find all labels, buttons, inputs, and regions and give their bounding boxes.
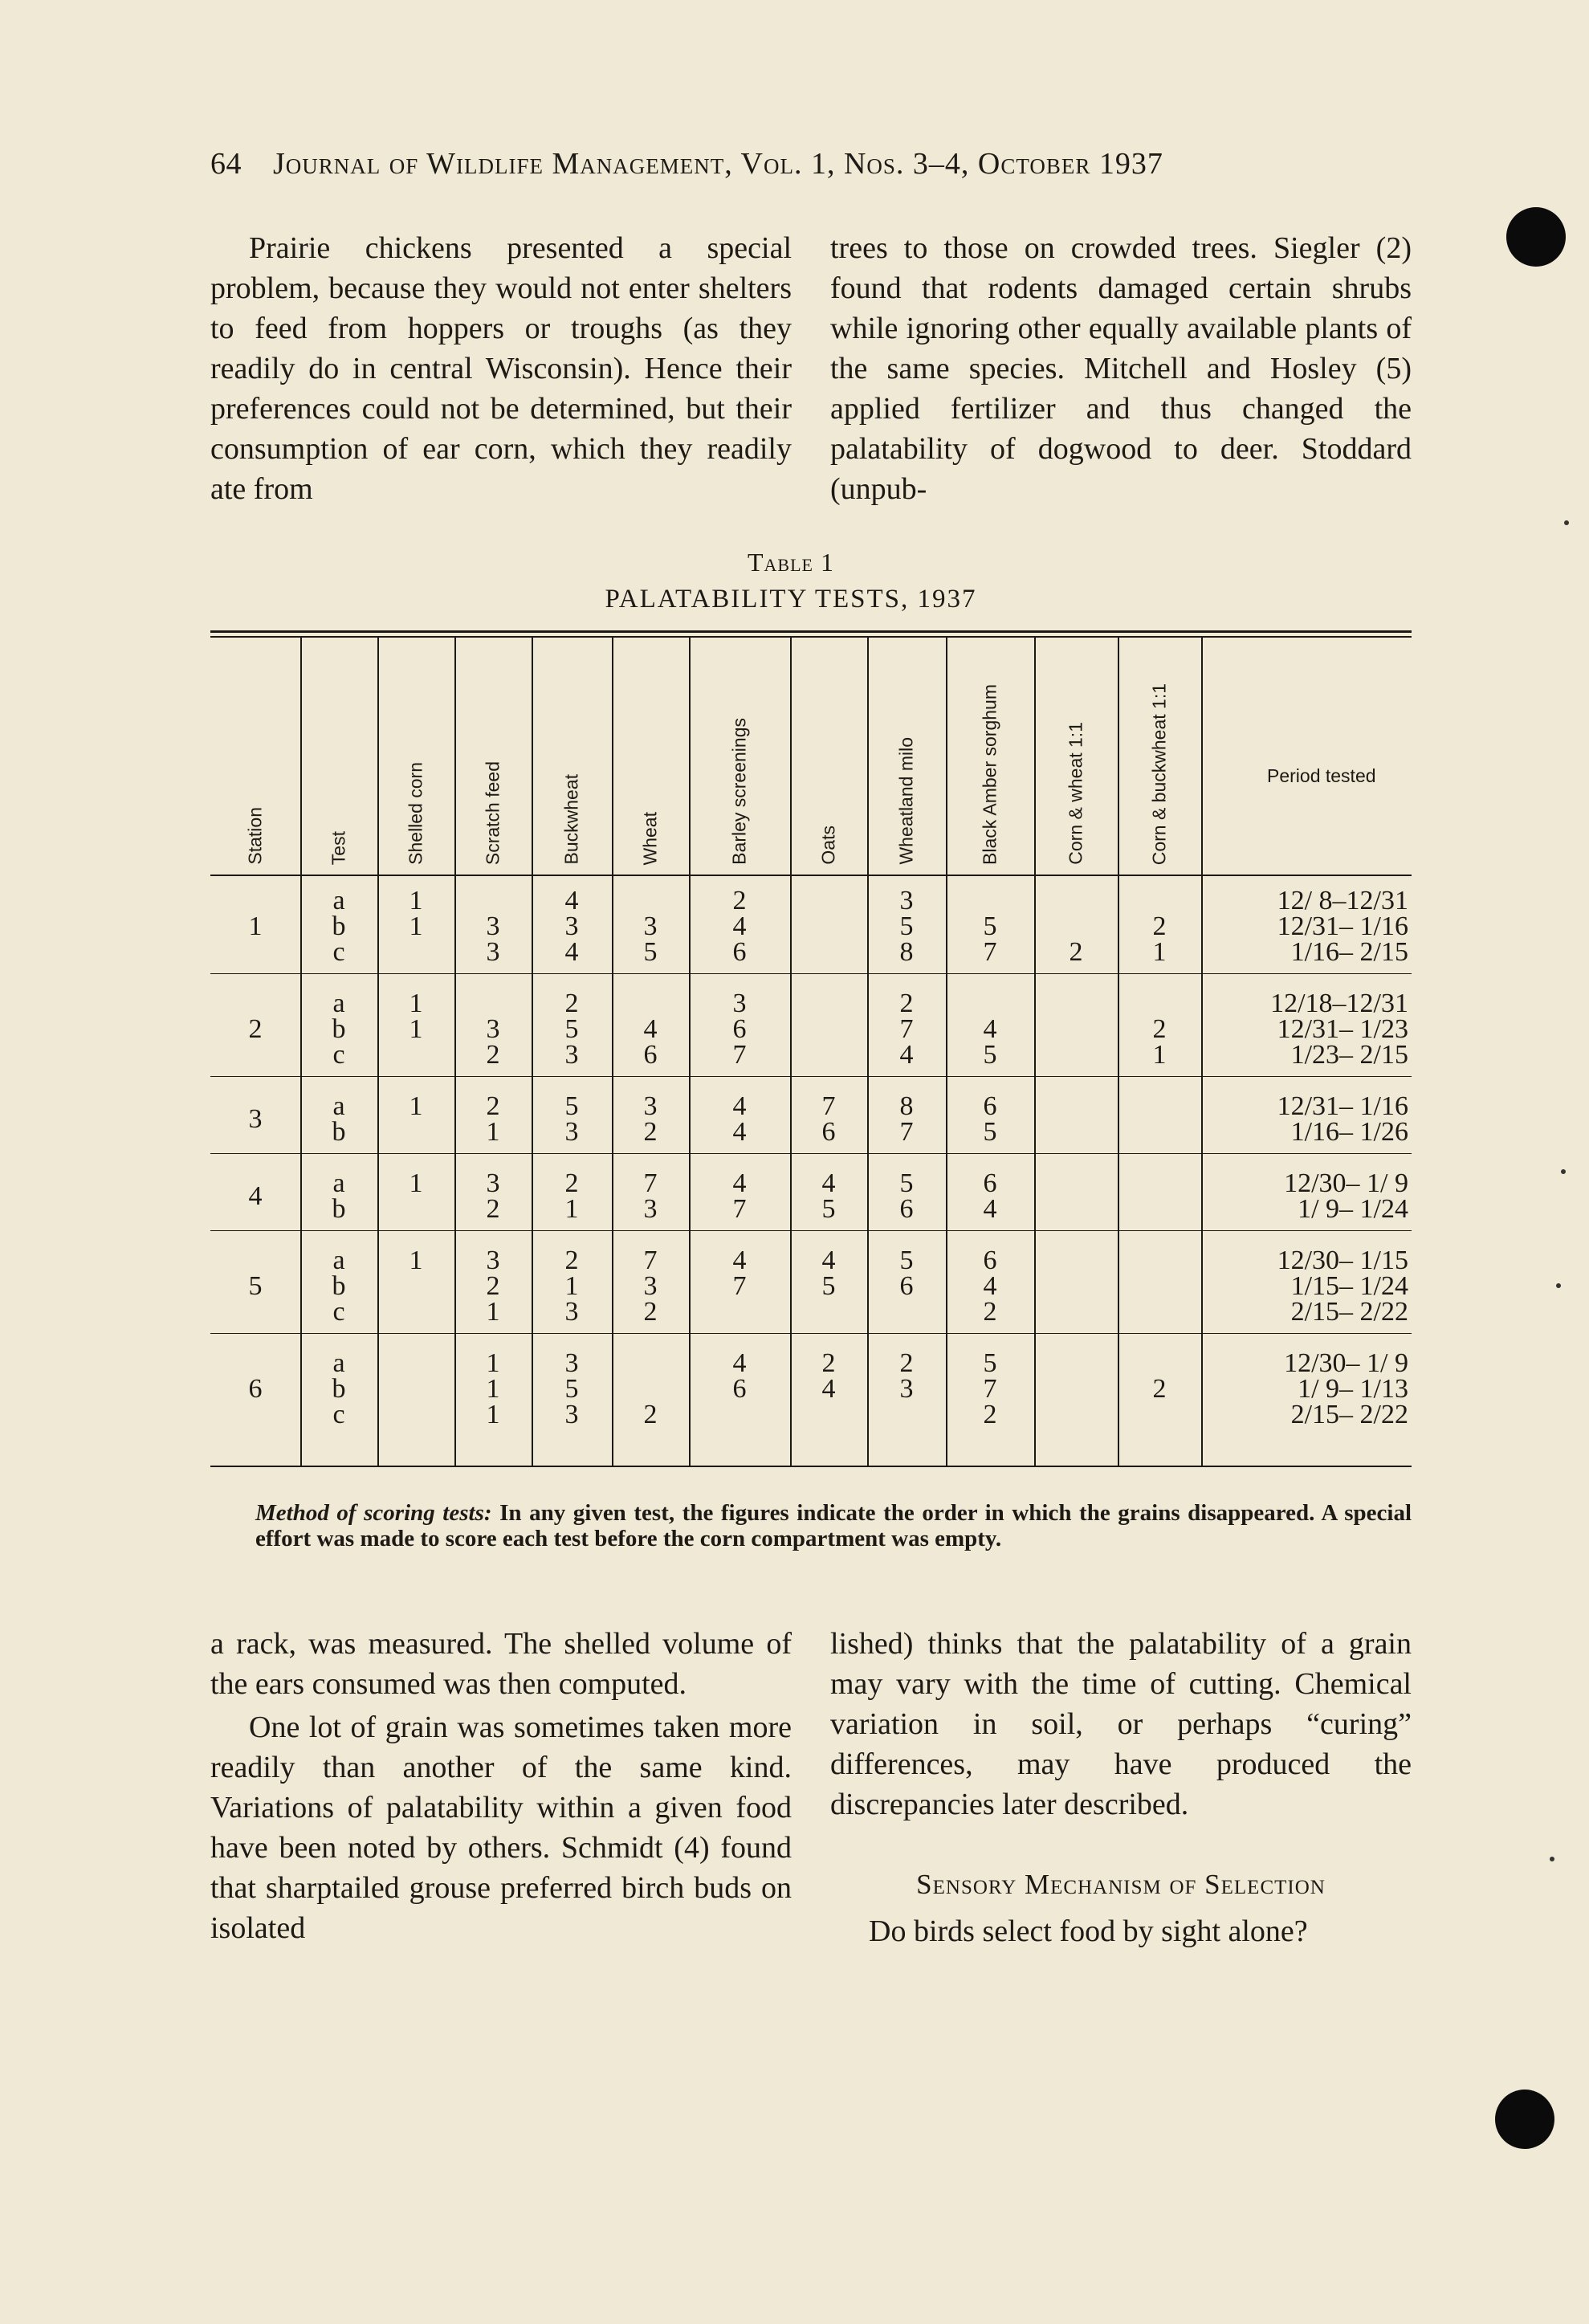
- test-cell: a: [332, 886, 345, 915]
- group-rule: [210, 1153, 1412, 1154]
- score-cell: 7: [732, 1040, 747, 1070]
- period-cell: 1/ 9– 1/13: [1298, 1374, 1408, 1404]
- score-cell: 3: [899, 1374, 914, 1404]
- test-cell: b: [332, 1117, 346, 1147]
- column-header-cell: [946, 648, 1034, 865]
- punch-hole-top: [1506, 207, 1566, 267]
- score-cell: 7: [899, 1014, 914, 1044]
- score-cell: 1: [409, 911, 423, 941]
- period-cell: 2/15– 2/22: [1290, 1400, 1408, 1429]
- header-rule: [210, 875, 1412, 876]
- column-header: Wheat: [639, 811, 661, 865]
- score-cell: 6: [983, 1168, 997, 1198]
- station-label: 4: [248, 1181, 263, 1211]
- page-number: 64: [210, 147, 242, 181]
- speck: [1556, 1283, 1561, 1288]
- column-header-cell: [867, 648, 946, 865]
- score-cell: 3: [486, 911, 500, 941]
- score-cell: 7: [732, 1271, 747, 1301]
- score-cell: 2: [564, 1168, 579, 1198]
- score-cell: 6: [732, 1014, 747, 1044]
- score-cell: 2: [1152, 911, 1167, 941]
- test-cell: a: [332, 1091, 345, 1121]
- score-cell: 5: [983, 1040, 997, 1070]
- score-cell: 5: [564, 1374, 579, 1404]
- score-cell: 3: [899, 886, 914, 915]
- score-cell: 8: [899, 937, 914, 967]
- score-cell: 6: [983, 1091, 997, 1121]
- column-header-cell: [689, 648, 790, 865]
- period-cell: 12/30– 1/ 9: [1284, 1348, 1408, 1378]
- score-cell: 3: [643, 1194, 658, 1224]
- table-footnote: [255, 1500, 1412, 1551]
- score-cell: 7: [643, 1246, 658, 1275]
- group-rule: [210, 973, 1412, 974]
- paragraph: One lot of grain was sometimes taken more readily than another of the same kind. Variations of palatability within a given food have been noted by others. Schmidt (4) found that sharptailed grouse preferred birch buds on isolated: [210, 1710, 792, 1945]
- running-head: [210, 146, 1371, 181]
- score-cell: 5: [899, 1246, 914, 1275]
- upper-right-column: [830, 228, 1412, 509]
- test-cell: b: [332, 1271, 346, 1301]
- column-header: Scratch feed: [482, 760, 503, 865]
- section-heading: Sensory Mechanism of Selection: [916, 1869, 1326, 1900]
- column-header-cell: [300, 648, 377, 865]
- test-cell: b: [332, 1014, 346, 1044]
- score-cell: 3: [486, 937, 500, 967]
- score-cell: 1: [409, 886, 423, 915]
- period-cell: 1/23– 2/15: [1290, 1040, 1408, 1070]
- period-cell: 12/30– 1/ 9: [1284, 1168, 1408, 1198]
- score-cell: 2: [643, 1400, 658, 1429]
- column-header: Oats: [817, 826, 839, 865]
- score-cell: 2: [486, 1091, 500, 1121]
- column-header-cell: [210, 648, 300, 865]
- score-cell: 4: [899, 1040, 914, 1070]
- test-cell: c: [332, 937, 345, 967]
- score-cell: 2: [486, 1271, 500, 1301]
- test-cell: b: [332, 911, 346, 941]
- group-rule: [210, 1076, 1412, 1077]
- column-header-cell: [532, 648, 612, 865]
- score-cell: 1: [564, 1194, 579, 1224]
- score-cell: 3: [486, 1168, 500, 1198]
- test-cell: a: [332, 1168, 345, 1198]
- table-bottom-rule: [210, 1466, 1412, 1467]
- footnote-label: Method of scoring tests:: [255, 1500, 492, 1526]
- test-cell: c: [332, 1297, 345, 1327]
- column-header: Barley screenings: [728, 718, 750, 865]
- score-cell: 4: [732, 1168, 747, 1198]
- score-cell: 3: [564, 1297, 579, 1327]
- score-cell: 3: [564, 1040, 579, 1070]
- score-cell: 3: [732, 989, 747, 1018]
- score-cell: 4: [983, 1014, 997, 1044]
- table-top-rule: [210, 636, 1412, 638]
- column-header-cell: [612, 648, 689, 865]
- score-cell: 5: [643, 937, 658, 967]
- score-cell: 4: [732, 1091, 747, 1121]
- score-cell: 6: [899, 1194, 914, 1224]
- paragraph: lished) thinks that the palatability of a grain may vary with the time of cutting. Chemical variation in soil, or perhaps “curing” differences, may have produced the discrepancies later described.: [830, 1627, 1412, 1821]
- score-cell: 3: [643, 1091, 658, 1121]
- score-cell: 2: [899, 1348, 914, 1378]
- score-cell: 8: [899, 1091, 914, 1121]
- score-cell: 2: [732, 886, 747, 915]
- score-cell: 6: [643, 1040, 658, 1070]
- score-cell: 7: [983, 937, 997, 967]
- score-cell: 1: [409, 989, 423, 1018]
- score-cell: 5: [821, 1194, 836, 1224]
- period-cell: 12/31– 1/16: [1277, 911, 1408, 941]
- score-cell: 7: [732, 1194, 747, 1224]
- paragraph: Prairie chickens presented a special problem, because they would not enter shelters to feed from hoppers or troughs (as they readily do in central Wisconsin). Hence their preferences could not be determined, but their consumption of ear corn, which they readily ate from: [210, 231, 792, 506]
- column-header-cell: [790, 648, 867, 865]
- score-cell: 3: [643, 911, 658, 941]
- score-cell: 3: [564, 1348, 579, 1378]
- score-cell: 2: [643, 1297, 658, 1327]
- period-cell: 12/30– 1/15: [1277, 1246, 1408, 1275]
- score-cell: 2: [899, 989, 914, 1018]
- score-cell: 5: [983, 911, 997, 941]
- column-header: Wheatland milo: [895, 737, 917, 865]
- column-header: Buckwheat: [560, 774, 582, 865]
- score-cell: 4: [983, 1271, 997, 1301]
- score-cell: 2: [1152, 1014, 1167, 1044]
- upper-left-column: [210, 228, 792, 509]
- group-rule: [210, 1230, 1412, 1231]
- score-cell: 2: [486, 1194, 500, 1224]
- score-cell: 7: [821, 1091, 836, 1121]
- score-cell: 4: [643, 1014, 658, 1044]
- score-cell: 2: [643, 1117, 658, 1147]
- test-cell: a: [332, 989, 345, 1018]
- score-cell: 5: [564, 1014, 579, 1044]
- score-cell: 6: [732, 937, 747, 967]
- column-header-cell: [1034, 648, 1118, 865]
- period-cell: 12/31– 1/23: [1277, 1014, 1408, 1044]
- table-title: PALATABILITY TESTS, 1937: [605, 585, 977, 614]
- column-header: Station: [244, 807, 266, 865]
- lower-left-column: [210, 1624, 792, 1948]
- score-cell: 6: [899, 1271, 914, 1301]
- score-cell: 5: [821, 1271, 836, 1301]
- score-cell: 5: [983, 1348, 997, 1378]
- score-cell: 4: [821, 1374, 836, 1404]
- score-cell: 3: [643, 1271, 658, 1301]
- palatability-table: [210, 630, 1412, 1467]
- lower-right-column: [830, 1624, 1412, 1951]
- test-cell: b: [332, 1194, 346, 1224]
- paragraph: Do birds select food by sight alone?: [869, 1914, 1308, 1948]
- station-label: 6: [248, 1374, 263, 1404]
- score-cell: 3: [564, 1400, 579, 1429]
- station-label: 3: [248, 1104, 263, 1134]
- test-cell: c: [332, 1040, 345, 1070]
- period-cell: 12/18–12/31: [1270, 989, 1408, 1018]
- score-cell: 2: [564, 989, 579, 1018]
- period-cell: 12/31– 1/16: [1277, 1091, 1408, 1121]
- column-header-cell: [454, 648, 532, 865]
- score-cell: 2: [983, 1297, 997, 1327]
- column-header-period: Period tested: [1267, 765, 1376, 786]
- score-cell: 1: [486, 1117, 500, 1147]
- score-cell: 1: [409, 1014, 423, 1044]
- score-cell: 4: [564, 886, 579, 915]
- score-cell: 2: [486, 1040, 500, 1070]
- score-cell: 3: [564, 1117, 579, 1147]
- score-cell: 1: [409, 1246, 423, 1275]
- score-cell: 4: [732, 1117, 747, 1147]
- score-cell: 6: [732, 1374, 747, 1404]
- paragraph: a rack, was measured. The shelled volume of the ears consumed was then computed.: [210, 1627, 792, 1701]
- score-cell: 4: [821, 1168, 836, 1198]
- score-cell: 5: [564, 1091, 579, 1121]
- score-cell: 1: [409, 1168, 423, 1198]
- score-cell: 1: [486, 1374, 500, 1404]
- punch-hole-bottom: [1495, 2090, 1554, 2149]
- score-cell: 2: [821, 1348, 836, 1378]
- score-cell: 4: [732, 1348, 747, 1378]
- score-cell: 4: [732, 1246, 747, 1275]
- station-label: 5: [248, 1271, 263, 1301]
- score-cell: 1: [486, 1400, 500, 1429]
- score-cell: 6: [821, 1117, 836, 1147]
- period-cell: 1/16– 2/15: [1290, 937, 1408, 967]
- period-cell: 1/16– 1/26: [1290, 1117, 1408, 1147]
- score-cell: 2: [1069, 937, 1083, 967]
- score-cell: 3: [486, 1014, 500, 1044]
- column-header: Test: [328, 830, 349, 865]
- score-cell: 2: [1152, 1374, 1167, 1404]
- station-label: 1: [248, 911, 263, 941]
- score-cell: 4: [732, 911, 747, 941]
- score-cell: 5: [899, 911, 914, 941]
- score-cell: 1: [409, 1091, 423, 1121]
- column-header: Corn & buckwheat 1:1: [1148, 683, 1170, 865]
- score-cell: 4: [983, 1194, 997, 1224]
- score-cell: 1: [564, 1271, 579, 1301]
- test-cell: a: [332, 1246, 345, 1275]
- group-rule: [210, 1333, 1412, 1334]
- test-cell: b: [332, 1374, 346, 1404]
- period-cell: 12/ 8–12/31: [1277, 886, 1408, 915]
- score-cell: 2: [564, 1246, 579, 1275]
- column-header: Shelled corn: [405, 762, 426, 865]
- score-cell: 1: [1152, 1040, 1167, 1070]
- score-cell: 1: [486, 1297, 500, 1327]
- test-cell: a: [332, 1348, 345, 1378]
- score-cell: 3: [486, 1246, 500, 1275]
- period-cell: 2/15– 2/22: [1290, 1297, 1408, 1327]
- period-cell: 1/ 9– 1/24: [1298, 1194, 1408, 1224]
- table-top-rule: [210, 630, 1412, 633]
- score-cell: 5: [983, 1117, 997, 1147]
- score-cell: 4: [821, 1246, 836, 1275]
- speck: [1561, 1169, 1566, 1174]
- column-header-cell: [1118, 648, 1201, 865]
- table-label: Table 1: [748, 548, 834, 577]
- score-cell: 2: [983, 1400, 997, 1429]
- speck: [1550, 1857, 1554, 1861]
- score-cell: 6: [983, 1246, 997, 1275]
- column-header-cell: [377, 648, 454, 865]
- test-cell: c: [332, 1400, 345, 1429]
- score-cell: 7: [899, 1117, 914, 1147]
- score-cell: 4: [564, 937, 579, 967]
- column-header: Black Amber sorghum: [979, 684, 1000, 865]
- journal-title: Journal of Wildlife Management, Vol. 1, Nos. 3–4, October 1937: [273, 147, 1163, 181]
- footnote-text: In any given test, the figures indicate the order in which the grains disappeared. A special effort was made to score each test before the corn compartment was empty.: [255, 1500, 1412, 1551]
- score-cell: 7: [983, 1374, 997, 1404]
- period-cell: 1/15– 1/24: [1290, 1271, 1408, 1301]
- speck: [1564, 520, 1569, 525]
- score-cell: 1: [1152, 937, 1167, 967]
- score-cell: 7: [643, 1168, 658, 1198]
- score-cell: 3: [564, 911, 579, 941]
- station-label: 2: [248, 1014, 263, 1044]
- score-cell: 5: [899, 1168, 914, 1198]
- column-header: Corn & wheat 1:1: [1065, 722, 1086, 865]
- paragraph: trees to those on crowded trees. Siegler (2) found that rodents damaged certain shrubs while ignoring other equally available plants of the same species. Mitchell and Hosley (5) applied fertilizer and thus changed the palatability of dogwood to deer. Stoddard (unpub-: [830, 231, 1412, 506]
- score-cell: 1: [486, 1348, 500, 1378]
